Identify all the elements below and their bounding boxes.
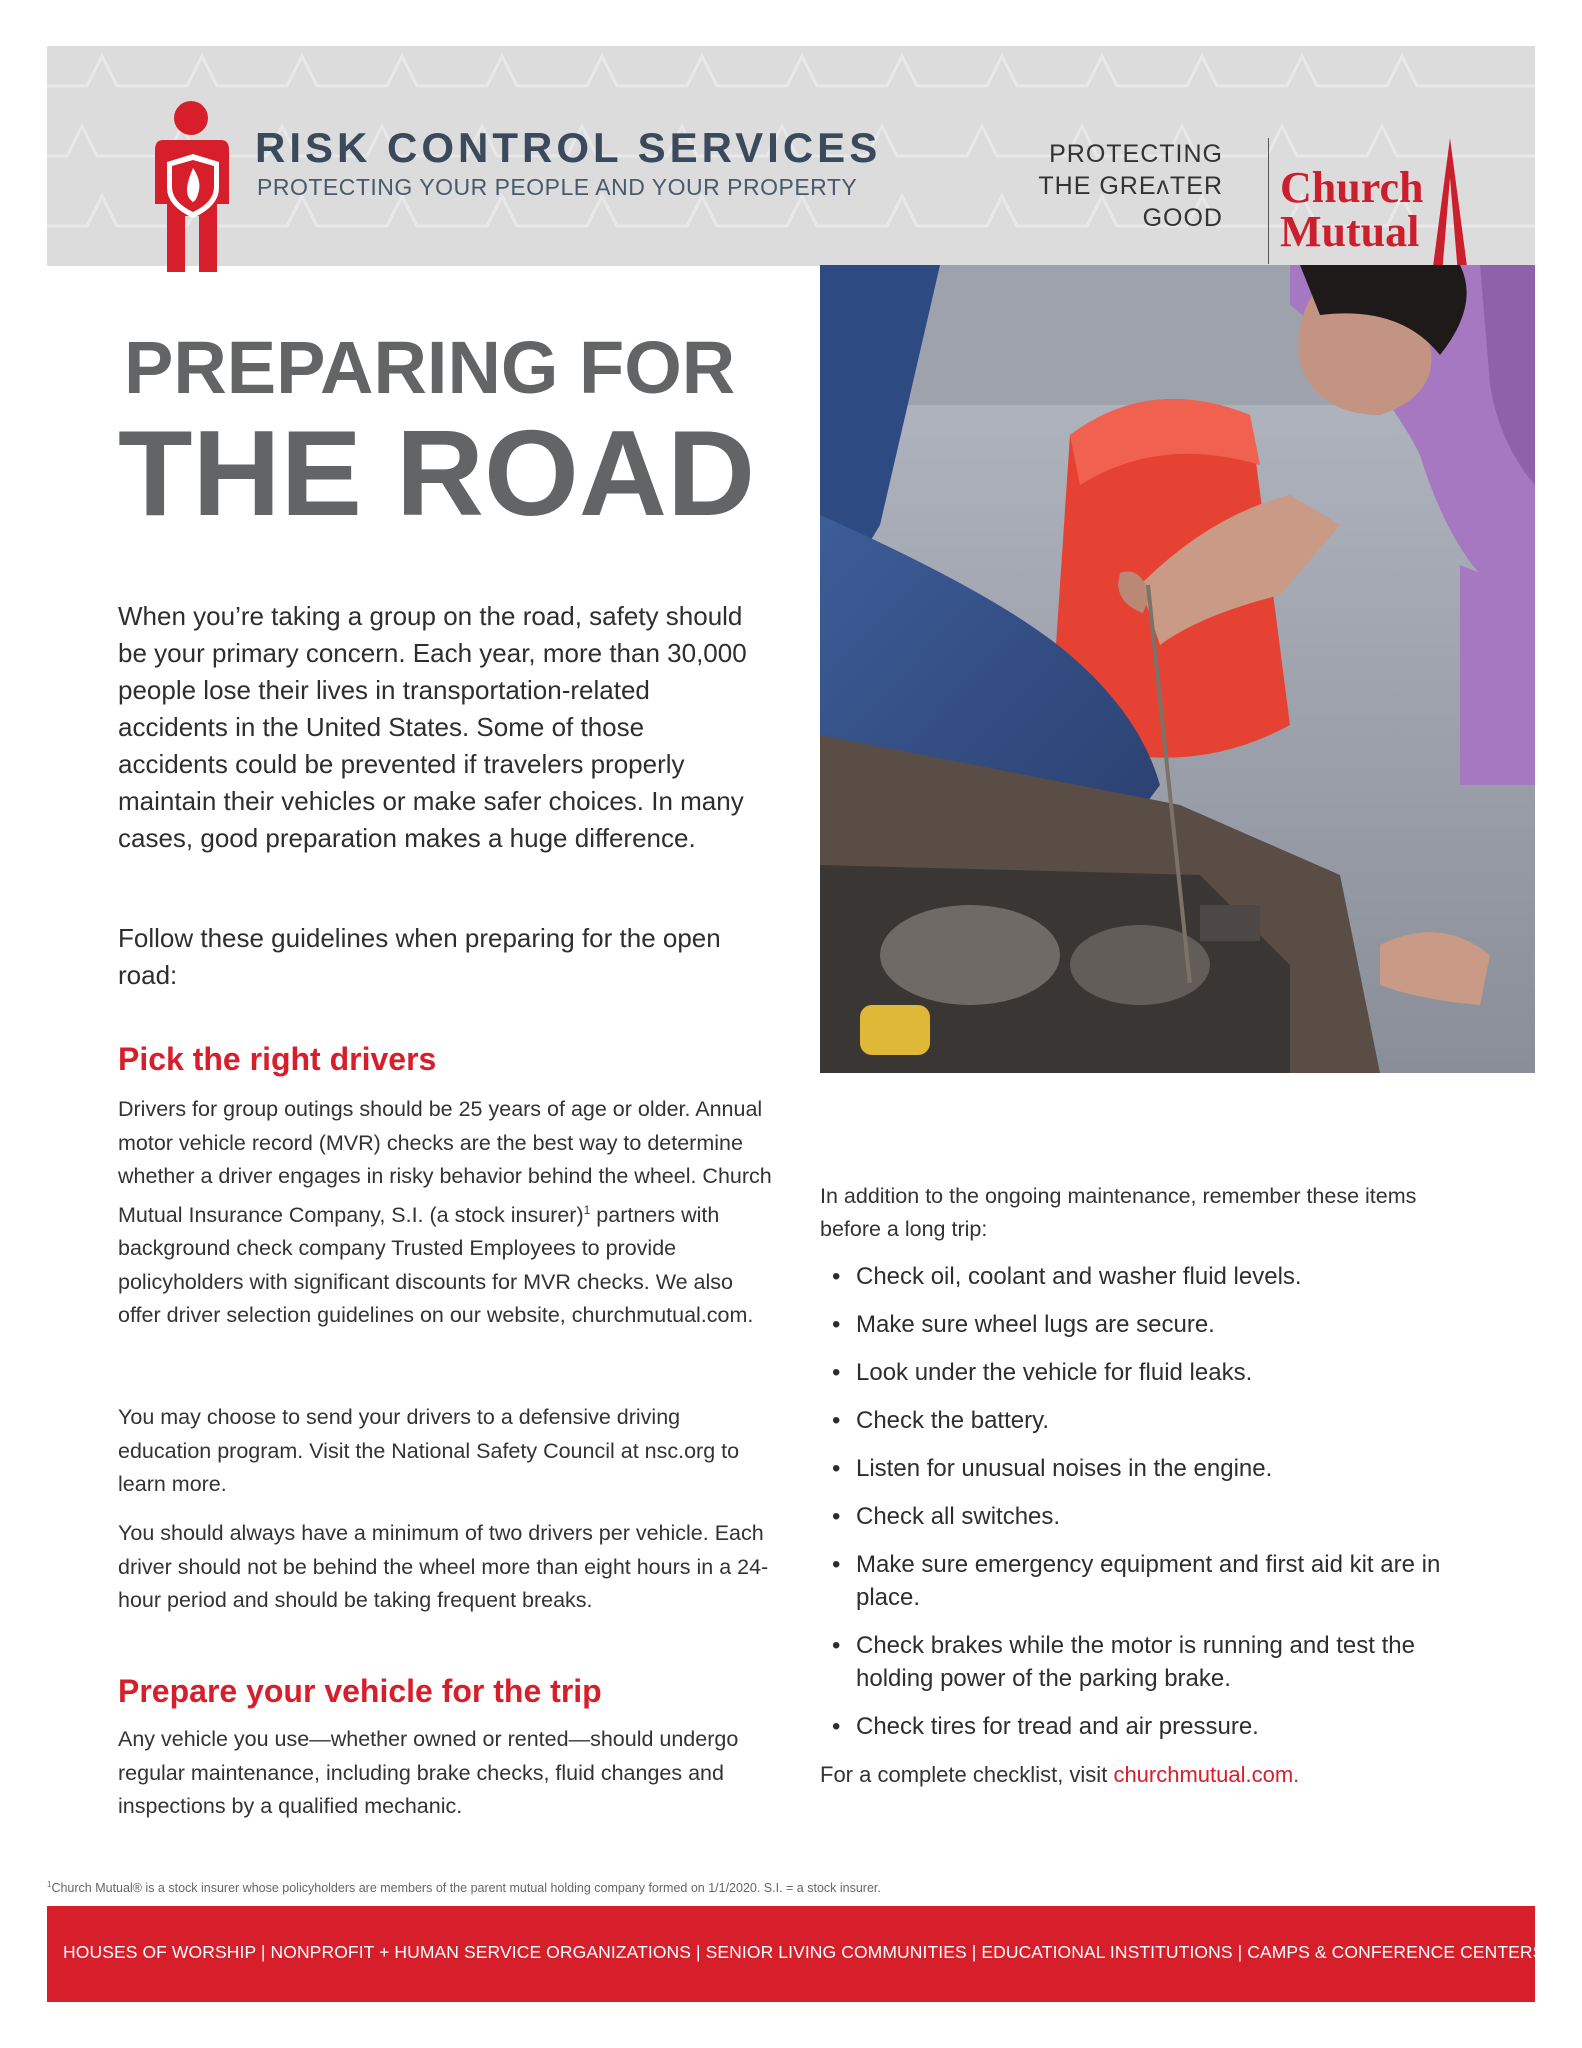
list-item-text: Check all switches. [856,1503,1061,1530]
footnote [47,1880,881,1895]
list-item-text: Look under the vehicle for fluid leaks. [856,1359,1253,1386]
list-item [820,1548,1480,1614]
tagline-line-3: GOOD [1142,204,1223,232]
intro-paragraph-1: When you’re taking a group on the road, safety should be your primary concern. Each year, more than 30,000 people lose their lives in transportation-related accidents in the United States. Some of those accidents could be prevented if travelers properly maintain their vehicles or make safer choices. In many cases, good preparation makes a huge difference. [118,601,747,853]
intro-paragraph-2: Follow these guidelines when preparing for the open road: [118,923,721,990]
tagline-line-2: THE GREʌTER [1038,172,1223,200]
bullet-icon: • [832,1263,841,1290]
list-item-text: Check tires for tread and air pressure. [856,1713,1259,1740]
mechanic-checking-oil-photo [820,265,1535,1073]
rcs-subtitle: PROTECTING YOUR PEOPLE AND YOUR PROPERTY [257,174,858,200]
list-item-text: Check oil, coolant and washer fluid levels. [856,1263,1302,1290]
list-item [820,1404,1480,1437]
church-mutual-logo [1280,124,1470,274]
list-item-text: Check brakes while the motor is running and test the holding power of the parking brake. [856,1632,1415,1692]
checklist-closing-text: For a complete checklist, visit [820,1762,1114,1787]
header-banner [47,46,1535,266]
page-title-line-1: PREPARING FOR [124,326,736,409]
vehicle-paragraph-1: Any vehicle you use—whether owned or rented—should undergo regular maintenance, including brake checks, fluid changes and inspections by a qualified mechanic. [118,1727,739,1818]
rcs-title: RISK CONTROL SERVICES [255,124,882,171]
tagline-line-1: PROTECTING [1049,140,1223,168]
checklist-column [820,1180,1480,1791]
logo-word-church: Church [1280,163,1424,212]
footer-segments: HOUSES OF WORSHIP | NONPROFIT + HUMAN SERVICE ORGANIZATIONS | SENIOR LIVING COMMUNITIES | EDUCATIONAL INSTITUTIONS | CAMPS & CONFERENCE CENTERS [63,1942,1545,1962]
list-item-text: Check the battery. [856,1407,1049,1434]
tagline [1038,138,1223,234]
list-item [820,1452,1480,1485]
footer-bar [47,1906,1545,2002]
person-shield-icon [147,96,247,276]
section-heading-drivers: Pick the right drivers [118,1041,437,1077]
list-item [820,1710,1480,1743]
churchmutual-link[interactable]: churchmutual.com. [1113,1762,1300,1787]
list-item [820,1308,1480,1341]
logo-steeple-icon [1428,138,1468,274]
bullet-icon: • [832,1311,841,1338]
list-item-text: Make sure wheel lugs are secure. [856,1311,1215,1338]
bullet-icon: • [832,1407,841,1434]
list-item [820,1356,1480,1389]
bullet-icon: • [832,1632,841,1659]
footnote-text: Church Mutual® is a stock insurer whose policyholders are members of the parent mutual holding company formed on 1/1/2020. S.I. = a stock insurer. [51,1881,881,1896]
checklist-intro: In addition to the ongoing maintenance, remember these items before a long trip: [820,1184,1417,1241]
checklist-closing [820,1758,1480,1791]
bullet-icon: • [832,1503,841,1530]
checklist [820,1260,1480,1743]
list-item [820,1629,1480,1695]
footnote-marker: 1 [583,1202,591,1217]
bullet-icon: • [832,1359,841,1386]
list-item-text: Listen for unusual noises in the engine. [856,1455,1273,1482]
drivers-paragraph-2: You may choose to send your drivers to a defensive driving education program. Visit the National Safety Council at nsc.org to learn more. [118,1405,740,1496]
logo-word-mutual: Mutual [1280,207,1420,256]
drivers-paragraph-1 [118,1093,778,1333]
bullet-icon: • [832,1551,841,1578]
drivers-text-before-footnote: Drivers for group outings should be 25 years of age or older. Annual motor vehicle record (MVR) checks are the best way to determine whether a driver engages in risky behavior behind the wheel. Church Mutual Insurance Company, S.I. (a stock insurer) [118,1097,772,1227]
list-item [820,1500,1480,1533]
page-title-line-2: THE ROAD [118,405,756,541]
drivers-paragraph-3: You should always have a minimum of two drivers per vehicle. Each driver should not be behind the wheel more than eight hours in a 24-hour period and should be taking frequent breaks. [118,1521,769,1612]
section-heading-vehicle: Prepare your vehicle for the trip [118,1673,602,1709]
bullet-icon: • [832,1713,841,1740]
tagline-divider [1268,138,1269,264]
bullet-icon: • [832,1455,841,1482]
drivers-text-after-footnote: partners with background check company Trusted Employees to provide policyholders with significant discounts for MVR checks. We also offer driver selection guidelines on our website, churchmutual.com. [118,1202,754,1328]
list-item [820,1260,1480,1293]
footnote-number: 1 [47,1880,52,1889]
list-item-text: Make sure emergency equipment and first aid kit are in place. [856,1551,1441,1611]
